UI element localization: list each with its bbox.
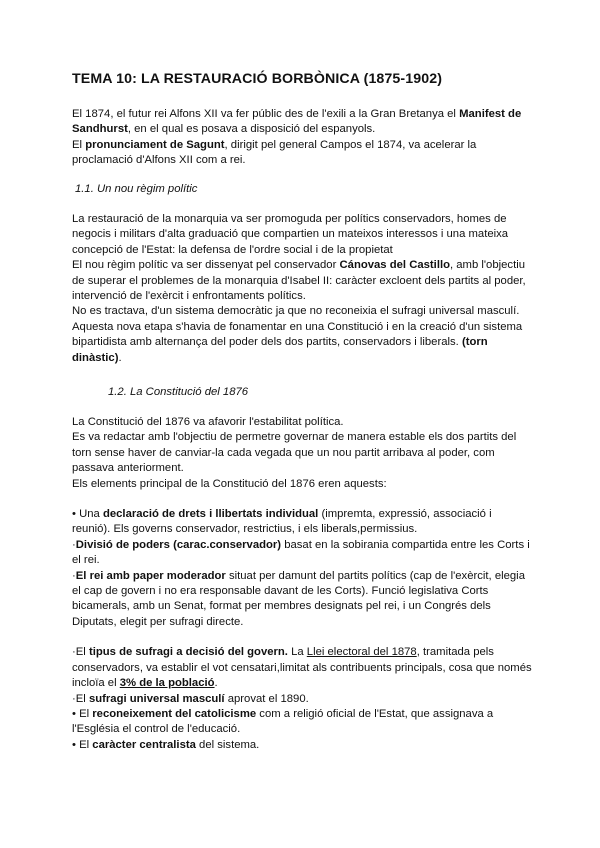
list-item-sufragi-universal [72,692,532,707]
bold-text: Manifest de Sandhurst [72,108,522,136]
text-run: No es tractava, d'un sistema democràtic ja que no reconeixia el sufragi universal masculí. [72,305,520,318]
list-item-catolicisme [72,707,532,738]
text-run: El [72,138,86,151]
list-item-drets [72,507,532,538]
section-2-paragraph-objectiu [72,430,532,476]
bold-text: sufragi universal masculí [88,692,225,705]
section-1-paragraph-democracia [72,304,532,319]
text-run: · [72,569,76,582]
bold-text: declaració de drets i llibertats individual [102,508,319,521]
list-item-centralista [72,738,532,753]
section-2-paragraph-elements [72,477,532,492]
intro-paragraph-sagunt [72,138,532,169]
text-run: del sistema. [195,738,260,751]
bold-text: Divisió de poders (carac.conservador) [75,538,282,551]
text-run: basat en la sobirania compartida entre les Corts i el rei. [72,538,530,567]
text-run: Es va redactar amb l'objectiu de permetre governar de manera estable els dos partits del torn sense haver de canviar-la cada vegada que un nou partit arribava al poder, com passava anteriorment. [72,431,517,475]
text-run: (impremta, expressió, associació i reunió). Els governs conservador, restrictius, i els liberals,permissius. [72,508,492,536]
text-run: , en el qual es posava a disposició del espanyols. [127,123,376,136]
bold-text: Cánovas del Castillo [339,259,450,272]
section-2-heading-block [108,385,568,400]
section-1-body [72,212,532,366]
section-2-body [72,415,532,753]
text-run: La Constitució del 1876 va afavorir l'estabilitat política. [72,416,344,428]
text-run: El 1874, el futur rei Alfons XII va fer públic des de l'exili a la Gran Bretanya el [72,108,460,120]
text-run: . [118,351,122,364]
text-run: Aquesta nova etapa s'havia de fonamentar en una Constitució i en la creació d'un sistema bipartidista amb alternança del poder dels dos partits, conservadors i liberals. [72,320,523,349]
list-item-divisio-poders [72,538,532,569]
section-1-heading-block [75,182,535,197]
text-run: La [287,646,307,659]
text-run: ·El [72,646,89,659]
section-2-heading: 1.2. La Constitució del 1876 [108,386,249,398]
text-run: • El [72,738,93,751]
text-run: aprovat el 1890. [224,692,309,705]
text-run: • Una [72,508,103,521]
text-run: ·El [72,692,89,705]
text-run: . [214,677,218,690]
text-run: , dirigit pel general Campos el 1874, va acelerar la proclamació d'Alfons XII com a rei. [72,138,477,167]
bold-text: El rei amb paper moderador [75,569,226,582]
intro-paragraph-manifest [72,107,532,138]
bold-text: reconeixement del catolicisme [92,707,257,720]
text-run: · [72,538,76,551]
text-run: , tramitada pels conservadors, va establir el vot censatari,limitat als contribuents principals, cosa que només incloïa el [72,646,532,690]
intro-block [72,107,532,169]
document-title: TEMA 10: LA RESTAURACIÓ BORBÒNICA (1875-1902) [72,71,443,87]
list-item-sufragi [72,645,532,691]
text-run: • El [72,707,93,720]
section-1-paragraph-restauracio [72,212,532,258]
bold-text: caràcter centralista [92,738,196,751]
bold-text: (torn dinàstic) [72,336,488,364]
section-1-paragraph-torn [72,320,532,366]
text-run: El nou règim polític va ser dissenyat pel conservador [72,259,340,272]
text-run: situat per damunt del partits polítics (cap de l'exèrcit, elegia el cap de govern i no era responsable davant de les Corts). Funció legislativa Corts bicamerals, amb un Senat, format per membres designats pel rei, i un Congrés dels Diputats, elegit per sufragi directe. [72,569,525,628]
bold-text: tipus de sufragi a decisió del govern. [88,646,288,659]
text-run: Els elements principal de la Constitució del 1876 eren aquests: [72,477,387,490]
text-run: com a religió oficial de l'Estat, que assignava a l'Església el control de l'educació. [72,707,494,736]
section-2-paragraph-estabilitat [72,415,532,430]
bold-text: 3% de la població [119,677,215,690]
text-run: La restauració de la monarquia va ser promoguda per polítics conservadors, homes de negocis i militars d'alta graduació que compartien un mateixos interessos i una mateixa concepció de l'Estat: la defensa de l'ordre social i de la propietat [72,213,509,256]
section-1-heading: 1.1. Un nou règim polític [75,183,198,195]
bold-text: pronunciament de Sagunt [85,138,225,151]
section-1-paragraph-canovas [72,258,532,304]
text-run: Llei electoral del 1878 [306,646,417,659]
list-item-rei-moderador [72,569,532,631]
text-run: , amb l'objectiu de superar el problemes de la monarquia d'Isabel II: caràcter excloent dels partits al poder, intervenció de l'exèrcit i enfrontaments polítics. [72,259,526,303]
